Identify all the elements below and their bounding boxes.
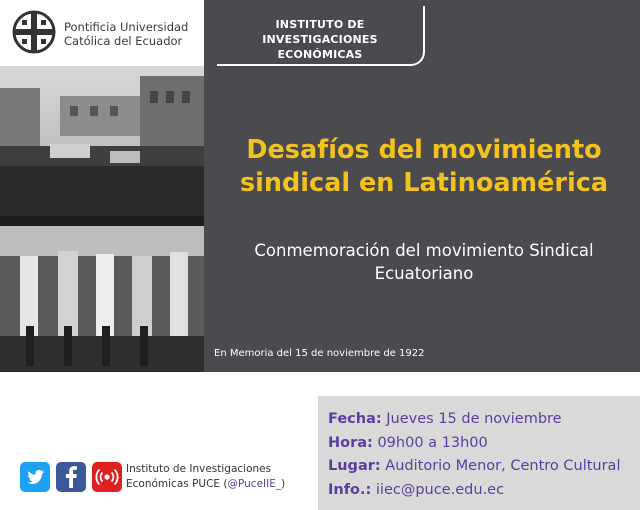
event-date-value: Jueves 15 de noviembre [381,411,562,427]
university-name-line1: Pontificia Universidad [64,20,189,34]
social-handle[interactable]: @PuceIIE_ [227,478,282,490]
event-time-label: Hora: [328,435,373,451]
subtitle-line2: Ecuatoriano [374,264,474,283]
main-title-line2: sindical en Latinoamérica [239,168,609,198]
social-caption-line2 [126,477,316,492]
radio-broadcast-icon[interactable] [92,462,122,492]
event-time-value: 09h00 a 13h00 [372,435,488,451]
event-place-value: Auditorio Menor, Centro Cultural [380,458,621,474]
institute-title-line2: ECONÓMICAS [277,48,363,61]
institute-title-line1: INSTITUTO DE INVESTIGACIONES [262,18,378,46]
puce-logo-icon [12,10,56,54]
twitter-icon[interactable] [20,462,50,492]
social-caption-line1: Instituto de Investigaciones [126,463,272,475]
facebook-icon[interactable] [56,462,86,492]
memorial-note: En Memoria del 15 de noviembre de 1922 [214,348,425,359]
event-info [328,481,504,499]
social-caption-text: Económicas PUCE ( [126,478,228,490]
event-date [328,410,562,428]
event-place [328,457,620,475]
university-name [64,20,204,48]
event-place-label: Lugar: [328,458,381,474]
event-time [328,434,488,452]
main-title [214,134,634,200]
subtitle [214,239,634,285]
social-caption-close: ) [281,478,286,490]
event-info-value[interactable]: iiec@puce.edu.ec [371,482,505,498]
event-date-label: Fecha: [328,411,382,427]
event-info-label: Info.: [328,482,372,498]
institute-title [217,17,423,62]
main-title-line1: Desafíos del movimiento [246,135,602,165]
logo-area [0,0,204,66]
historical-photo-march [0,226,204,372]
subtitle-line1: Conmemoración del movimiento Sindical [254,241,594,260]
social-caption [126,462,316,492]
historical-photo-crowd [0,66,204,226]
university-name-line2: Católica del Ecuador [64,34,183,48]
